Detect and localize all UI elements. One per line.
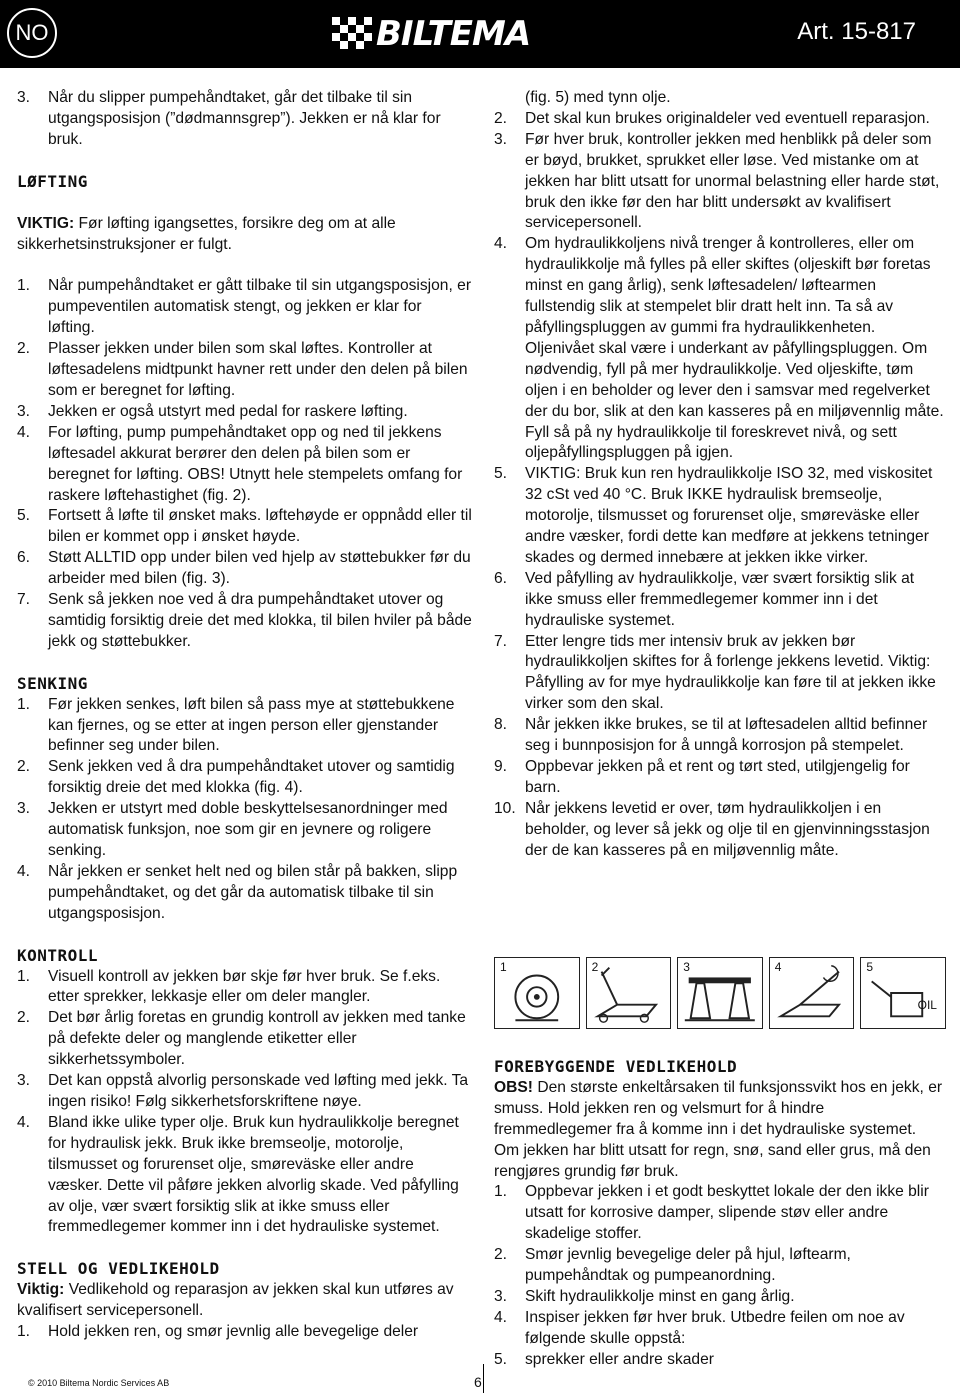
list-item: 5. Fortsett å løfte til ønsket maks. løftehøyde er oppnådd eller til bilen er kommet opp i ønsket høyde. xyxy=(17,507,472,546)
list-item: 3. Skift hydraulikkolje minst en gang årlig. xyxy=(494,1287,795,1305)
axle-stands-icon xyxy=(678,958,762,1028)
list-item: 4. Bland ikke ulike typer olje. Bruk kun hydraulikkolje beregnet for hydraulisk jekk. Bruk ikke bremseolje, motorolje, tilsmusset og forurenset olje, smøreväske eller andre væsker. Dette vil påføre jekken alvorlig skade. Ved påfylling av olje, vær svært forsiktig slik at ikke smuss eller fremmedlegemer kommer inn i det hydrauliske systemet. xyxy=(17,1113,459,1236)
checkered-flag-icon xyxy=(332,17,372,51)
lofting-list xyxy=(17,276,472,652)
heading-stell: STELL OG VEDLIKEHOLD xyxy=(17,1259,220,1279)
list-item: 5. VIKTIG: Bruk kun ren hydraulikkolje ISO 32, med viskositet 32 cSt ved 40 °C. Bruk IKKE hydraulisk bremseolje, motorolje, tilsmusset og forurenset olje, smøreväske eller andre væsker, fordi dette kan medføre at jekkens tetninger skades og dermed innebære at jekken ikke virker. xyxy=(494,465,933,566)
figure-2: 2 xyxy=(586,957,672,1029)
list-item: 4. Om hydraulikkoljens nivå trenger å kontrolleres, eller om hydraulikkolje må fylles på eller skiftes (oljeskift bør foretas minst en gang årlig), senk løftesadelen/ løftearmen fullstendig slik at stempelet blir dratt helt inn. Ta så av påfyllingspluggen av gummi fra hydraulikkenheten. Oljenivået skal være i underkant av påfyllingspluggen. Om nødvendig, fyll på mer hydraulikkolje. Ved oljeskifte, tøm oljen i en beholder og lever den i samsvar med regelverket der du bor, slik at den kan kasseres på en miljøvennlig måte. Fyll så på ny hydraulikkolje til foreskrevet nivå, og sett oljepåfyllingspluggen på igjen. xyxy=(494,235,944,462)
wheel-icon xyxy=(495,958,579,1028)
senking-list xyxy=(17,695,472,925)
page-header xyxy=(0,0,960,68)
list-item: 6. Ved påfylling av hydraulikkolje, vær svært forsiktig slik at ikke smuss eller fremmedlegemer kommer inn i det hydrauliske systemet. xyxy=(494,569,915,629)
list-item: 1. Oppbevar jekken i et godt beskyttet lokale der den ikke blir utsatt for korrosive damper, slipende støv eller andre skadelige stoffer. xyxy=(494,1183,929,1243)
list-item: 3. Jekken er utstyrt med doble beskyttelsesanordninger med automatisk funksjon, noe som gir en jevnere og roligere senking. xyxy=(17,800,448,859)
brand-logo xyxy=(332,14,530,54)
figure-1: 1 xyxy=(494,957,580,1029)
figure-3: 3 xyxy=(677,957,763,1029)
list-item: 6. Støtt ALLTID opp under bilen ved hjelp av støttebukker før du arbeider med bilen (fig. 3). xyxy=(17,549,471,588)
figure-5: 5 OIL xyxy=(860,957,946,1029)
stell-list-continued xyxy=(494,109,944,862)
list-item: 2. Det skal kun brukes originaldeler ved eventuell reparasjon. xyxy=(494,109,930,127)
obs-paragraph: OBS! Den største enkeltårsaken til funksjonssvikt hos en jekk, er smuss. Hold jekken ren og velsmurt for å hindre fremmedlegemer fra å komme inn i det hydrauliske systemet. Om jekken har blitt utsatt for regn, snø, sand eller grus, må den rengjøres grundig før bruk. xyxy=(494,1078,943,1180)
list-item: 4. For løfting, pump pumpehåndtaket opp og ned til jekkens løftesadel akkurat berører den delen på bilen som er beregnet for løfting. OBS! Utnytt hele stempelets omfang for raskere løftehastighet (fig. 2). xyxy=(17,423,463,504)
heading-forebyggende: FOREBYGGENDE VEDLIKEHOLD xyxy=(494,1057,738,1076)
list-item: 3. Det kan oppstå alvorlig personskade ved løfting med jekk. Ta ingen risiko! Følg sikkerhetsforskriftene nøye. xyxy=(17,1072,469,1110)
list-item: 2. Senk jekken ved å dra pumpehåndtaket utover og samtidig forsiktig dreie det med klokka (fig. 4). xyxy=(17,758,455,797)
list-item: 4. Når jekken er senket helt ned og bilen står på bakken, slipp pumpehåndtaket, og det går da automatisk tilbake til sin utgangsposisjon. xyxy=(17,862,458,922)
oil-label: OIL xyxy=(917,998,937,1012)
article-number: Art. 15-817 xyxy=(797,18,916,45)
figure-strip xyxy=(494,957,946,1029)
kontroll-list xyxy=(17,967,472,1239)
list-item: 2. Plasser jekken under bilen som skal løftes. Kontroller at løftesadelens midtpunkt havner rett under den delen på bilen som er beregnet for løfting. xyxy=(17,340,468,399)
language-badge: NO xyxy=(7,8,57,58)
list-item: 1. Visuell kontroll av jekken bør skje før hver bruk. Se f.eks. etter sprekker, lekkasje eller om deler mangler. xyxy=(17,967,441,1006)
preventive-section xyxy=(494,1057,944,1371)
list-item: 3. Når du slipper pumpehåndtaket, går det tilbake til sin utgangsposisjon (”dødmannsgrep”). Jekken er nå klar for bruk. xyxy=(17,89,441,148)
list-item: 1. Hold jekken ren, og smør jevnlig alle bevegelige deler xyxy=(17,1323,419,1341)
list-item: 7. Senk så jekken noe ved å dra pumpehåndtaket utover og samtidig forsiktig dreie det med klokka, til bilen hviler på både jekk og støttebukker. xyxy=(17,591,472,650)
list-item: (fig. 5) med tynn olje. xyxy=(525,89,671,106)
page-number: 6 xyxy=(474,1374,482,1390)
oil-can-icon xyxy=(861,958,945,1028)
list-item: 2. Smør jevnlig bevegelige deler på hjul, løftearm, pumpehåndtak og pumpeanordning. xyxy=(494,1246,851,1285)
list-item: 4. Inspiser jekken før hver bruk. Utbedre feilen om noe av følgende skulle oppstå: xyxy=(494,1308,905,1347)
list-item: 8. Når jekken ikke brukes, se til at løftesadelen alltid befinner seg i bunnposisjon for å unngå korrosjon på stempelet. xyxy=(494,716,928,755)
viktig-paragraph: VIKTIG: Før løfting igangsettes, forsikre deg om at alle sikkerhetsinstruksjoner er fulgt. xyxy=(17,214,396,253)
list-item: 9. Oppbevar jekken på et rent og tørt sted, utilgjengelig for barn. xyxy=(494,758,910,796)
divider xyxy=(483,1364,484,1393)
heading-kontroll: KONTROLL xyxy=(17,945,99,965)
list-item: 1. Når pumpehåndtaket er gått tilbake til sin utgangsposisjon, er pumpeventilen automatisk stengt, og jekken er klar for løfting. xyxy=(17,277,472,337)
list-item: 5. sprekker eller andre skader xyxy=(494,1350,714,1368)
list-item: 2. Det bør årlig foretas en grundig kontroll av jekken med tanke på defekte deler og manglende etiketter eller sikkerhetssymboler. xyxy=(17,1009,466,1069)
brand-name: BILTEMA xyxy=(376,14,531,54)
stell-paragraph: Viktig: Vedlikehold og reparasjon av jekken skal kun utføres av kvalifisert servicepersonell. xyxy=(17,1281,454,1320)
figure-4: 4 xyxy=(769,957,855,1029)
list-item: 3. Jekken er også utstyrt med pedal for raskere løfting. xyxy=(17,402,408,420)
list-item: 7. Etter lengre tids mer intensiv bruk av jekken bør hydraulikkoljen skiftes for å forlenge jekkens levetid. Viktig: Påfylling av for mye hydraulikkolje kan føre til at jekken ikke virker som den skal. xyxy=(494,632,936,713)
right-column xyxy=(494,88,944,862)
list-item: 1. Før jekken senkes, løft bilen så pass mye at støttebukkene kan fjernes, og se etter at ingen person eller gjenstander befinner seg under bilen. xyxy=(17,695,455,755)
copyright: © 2010 Biltema Nordic Services AB xyxy=(28,1378,170,1388)
heading-senking: SENKING xyxy=(17,673,88,693)
heading-lofting: LØFTING xyxy=(17,171,88,191)
jack-pump-icon xyxy=(587,958,671,1028)
list-item: 10. Når jekkens levetid er over, tøm hydraulikkoljen i en beholder, og lever så jekk og olje til en gjenvinningsstasjon der de kan kasseres på en miljøvennlig måte. xyxy=(494,799,930,859)
left-column xyxy=(17,88,472,1343)
list-item: 3. Før hver bruk, kontroller jekken med henblikk på deler som er bøyd, brukket, sprukket eller løse. Ved mistanke om at jekken har blitt utsatt for unormal belastning eller harde støt, bruk den ikke før den har blitt undersøkt av kvalifisert servicepersonell. xyxy=(494,130,940,232)
lowering-jack-icon xyxy=(770,958,854,1028)
